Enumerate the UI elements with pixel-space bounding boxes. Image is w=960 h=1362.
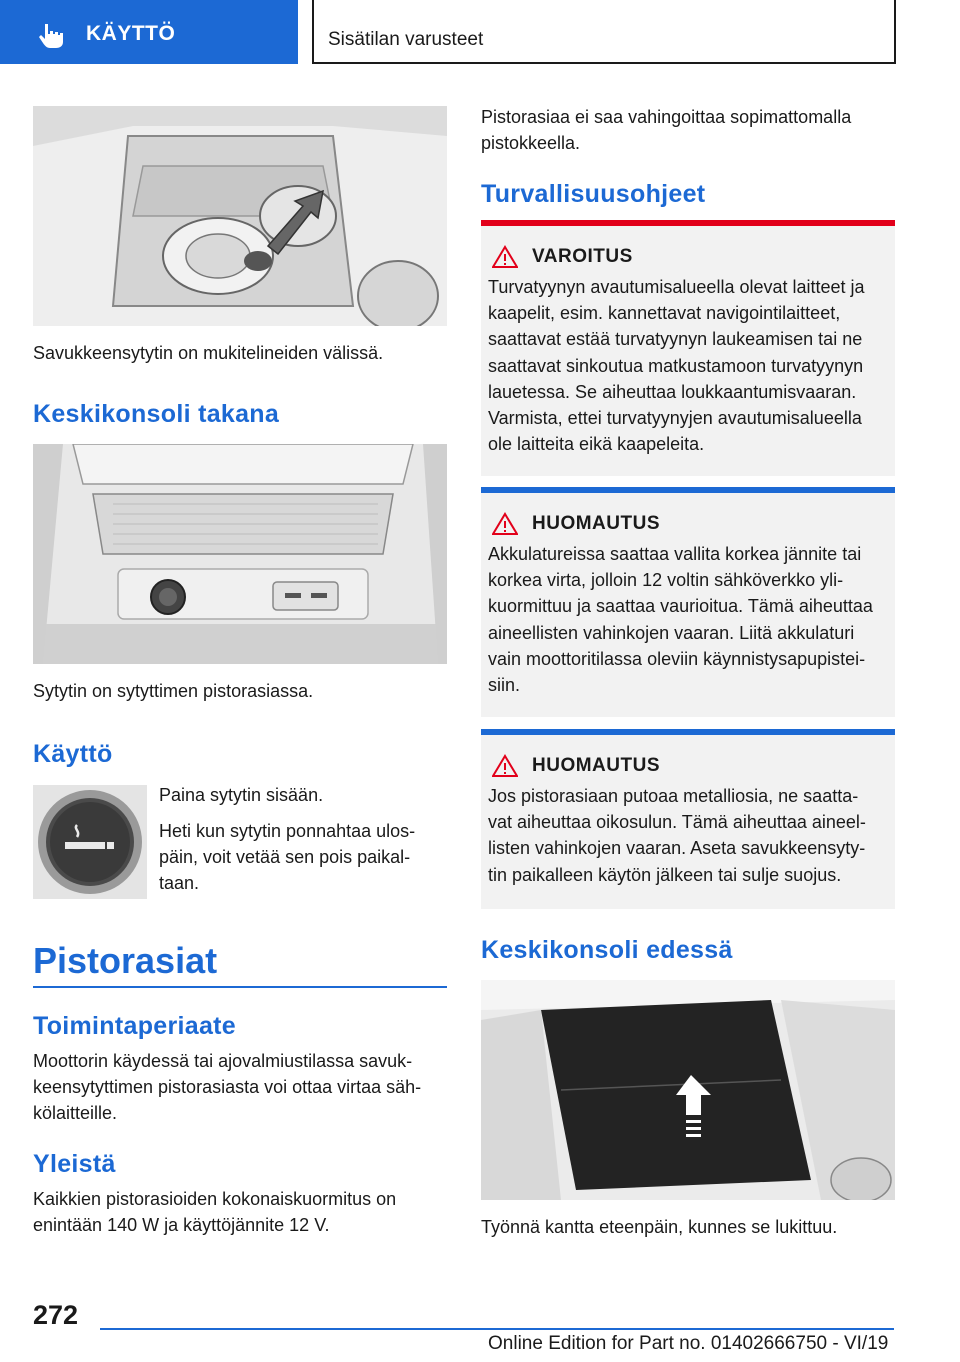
usage-line: Paina sytytin sisään. <box>159 785 324 805</box>
notice-line: kaapelit, esim. kannettavat navigointilaitteet, <box>488 303 841 324</box>
notice-line: siin. <box>488 675 521 696</box>
notice-line: ole laitteita eikä kaapeleita. <box>488 434 705 455</box>
notice-line: lauetessa. Se aiheuttaa loukkaantumisvaaran. <box>488 381 857 402</box>
caption-lighter-in-socket: Sytytin on sytyttimen pistorasiassa. <box>33 681 314 701</box>
chapter-title: Sisätilan varusteet <box>328 29 484 50</box>
warning-triangle-icon <box>492 245 518 269</box>
notice-line: korkea virta, jolloin 12 voltin sähköverkko yli- <box>488 570 844 591</box>
notice-line: saattavat sinkoutua matkustamoon turvatyynyn <box>488 355 864 376</box>
notice-body <box>488 274 888 457</box>
rear-console-photo <box>33 444 447 664</box>
caution-notice-metal <box>481 729 895 909</box>
caption-lighter-location: Savukkeensytytin on mukitelineiden välissä. <box>33 343 384 363</box>
notice-line: tin paikalleen käytön jälkeen tai sulje suojus. <box>488 864 842 885</box>
warning-notice <box>481 220 895 476</box>
principle-text <box>33 1048 453 1126</box>
text-line: keensytyttimen pistorasiasta voi ottaa virtaa säh- <box>33 1077 422 1097</box>
text-line: kölaitteille. <box>33 1103 118 1123</box>
section-tab[interactable] <box>0 0 298 64</box>
cupholder-lighter-photo <box>33 106 447 326</box>
chapter-header <box>312 0 896 64</box>
text-line: pistokkeella. <box>481 133 581 153</box>
notice-title-row <box>488 749 888 783</box>
usage-text <box>159 782 449 896</box>
notice-title: HUOMAUTUS <box>532 513 660 534</box>
notice-title: HUOMAUTUS <box>532 755 660 776</box>
heading-rear-console: Keskikonsoli takana <box>33 400 280 428</box>
notice-line: Jos pistorasiaan putoaa metalliosia, ne saatta- <box>488 786 859 806</box>
section-rule <box>33 986 447 988</box>
text-line: Moottorin käydessä tai ajovalmiustilassa savuk- <box>33 1051 413 1071</box>
text-line: enintään 140 W ja käyttöjännite 12 V. <box>33 1215 330 1235</box>
notice-line: aineellisten vahinkojen vaaran. Liitä akkulaturi <box>488 622 855 643</box>
text-line: Kaikkien pistorasioiden kokonaiskuormitus on <box>33 1189 397 1209</box>
notice-title: VAROITUS <box>532 246 633 267</box>
lighter-button-photo <box>33 785 147 899</box>
section-title-sockets: Pistorasiat <box>33 940 218 981</box>
usage-line: Heti kun sytytin ponnahtaa ulos- <box>159 821 416 841</box>
heading-principle: Toimintaperiaate <box>33 1012 236 1040</box>
general-text <box>33 1186 453 1238</box>
notice-line: kuormittuu ja saattaa vaurioitua. Tämä aiheuttaa <box>488 596 873 617</box>
notice-line: vat aiheuttaa oikosulun. Tämä aiheuttaa aineel- <box>488 812 866 833</box>
page-number: 272 <box>33 1300 79 1330</box>
heading-safety: Turvallisuusohjeet <box>481 180 706 208</box>
hand-pointer-icon <box>36 20 66 50</box>
notice-line: Turvatyynyn avautumisalueella olevat laitteet ja <box>488 277 865 297</box>
footer-edition: Online Edition for Part no. 01402666750 - VI/19 <box>488 1333 889 1354</box>
usage-line: päin, voit vetää sen pois paikal- <box>159 847 411 867</box>
usage-line: taan. <box>159 873 200 893</box>
caution-notice-charger <box>481 487 895 717</box>
notice-line: Varmista, ettei turvatyynyjen avautumisalueella <box>488 408 862 429</box>
footer-rule <box>100 1328 894 1330</box>
notice-body <box>488 541 888 698</box>
warning-triangle-icon <box>492 754 518 778</box>
front-console-photo <box>481 980 895 1200</box>
heading-usage: Käyttö <box>33 740 113 768</box>
heading-general: Yleistä <box>33 1150 116 1178</box>
caption-slide-cover: Työnnä kantta eteenpäin, kunnes se lukittuu. <box>481 1217 838 1237</box>
notice-line: Akkulatureissa saattaa vallita korkea jännite tai <box>488 544 862 564</box>
notice-line: saattavat estää turvatyynyn laukeamisen tai ne <box>488 329 863 350</box>
text-line: Pistorasiaa ei saa vahingoittaa sopimattomalla <box>481 107 852 127</box>
heading-front-console: Keskikonsoli edessä <box>481 936 733 964</box>
notice-title-row <box>488 240 888 274</box>
warning-triangle-icon <box>492 512 518 536</box>
notice-title-row <box>488 507 888 541</box>
notice-line: vain moottoritilassa oleviin käynnistysapupistei- <box>488 648 866 669</box>
intro-text <box>481 104 895 156</box>
notice-line: listen vahinkojen vaaran. Aseta savukkeensyty- <box>488 838 866 859</box>
notice-body <box>488 783 888 888</box>
section-label: KÄYTTÖ <box>86 22 176 45</box>
